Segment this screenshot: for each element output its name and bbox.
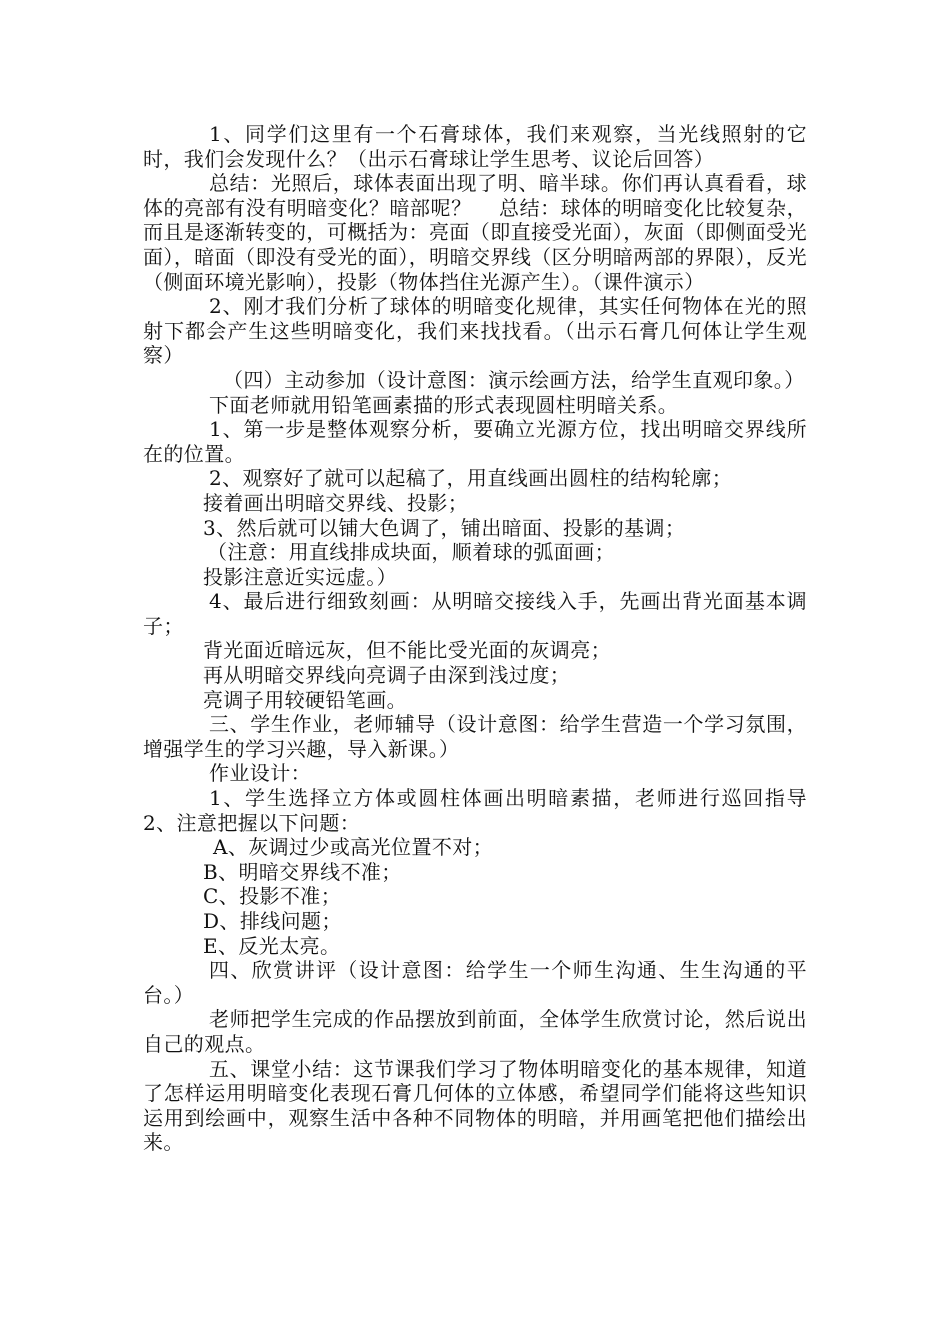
step-2-detail: 接着画出明暗交界线、投影； <box>203 490 469 515</box>
step-4: 4、最后进行细致刻画：从明暗交接线入手，先画出背光面基本调子； <box>143 589 807 638</box>
problem-item-c: C、投影不准； <box>203 884 342 909</box>
document-body <box>143 122 828 1155</box>
section-heading-participation: （四）主动参加（设计意图：演示绘画方法，给学生直观印象。） <box>223 367 805 392</box>
homework-instructions: 1、学生选择立方体或圆柱体画出明暗素描，老师进行巡回指导 2、注意把握以下问题： <box>143 786 828 835</box>
step-4-detail-1: 背光面近暗远灰，但不能比受光面的灰调亮； <box>203 638 611 663</box>
paragraph-sphere-summary: 总结：光照后，球体表面出现了明、暗半球。你们再认真看看，球体的亮部有没有明暗变化？暗部呢？ 总结：球体的明暗变化比较复杂，而且是逐渐转变的，可概括为：亮面（即直接受光面），灰面（即侧面受光面），暗面（即没有受光的面），明暗交界线（区分明暗两部的界限），反光（侧面环境光影响），投影（物体挡住光源产生）。（课件演示） <box>143 171 807 294</box>
problem-item-e: E、反光太亮。 <box>203 933 341 958</box>
problem-item-b: B、明暗交界线不准； <box>203 859 402 884</box>
paragraph-teacher-demo: 下面老师就用铅笔画素描的形式表现圆柱明暗关系。 <box>209 392 679 417</box>
section-summary: 五、课堂小结：这节课我们学习了物体明暗变化的基本规律，知道了怎样运用明暗变化表现石膏几何体的立体感，希望同学们能将这些知识运用到绘画中，观察生活中各种不同物体的明暗，并用画笔把他们描绘出来。 <box>143 1056 807 1155</box>
homework-design-label: 作业设计： <box>209 761 311 786</box>
problem-item-a: A、灰调过少或高光位置不对； <box>213 835 494 860</box>
step-3-note: （注意：用直线排成块面，顺着球的弧面画； <box>207 540 615 565</box>
step-3: 3、然后就可以铺大色调了，铺出暗面、投影的基调； <box>203 515 686 540</box>
paragraph-observe-sphere: 1、同学们这里有一个石膏球体，我们来观察，当光线照射的它时，我们会发现什么？（出示石膏球让学生思考、议论后回答） <box>143 122 807 171</box>
problem-item-d: D、排线问题； <box>203 909 342 933</box>
step-4-detail-3: 亮调子用较硬铅笔画。 <box>203 687 407 712</box>
paragraph-appreciation: 老师把学生完成的作品摆放到前面，全体学生欣赏讨论，然后说出自己的观点。 <box>143 1007 807 1056</box>
step-2: 2、观察好了就可以起稿了，用直线画出圆柱的结构轮廓； <box>209 466 733 491</box>
section-heading-appreciation: 四、欣赏讲评（设计意图：给学生一个师生沟通、生生沟通的平台。） <box>143 958 807 1007</box>
step-1: 1、第一步是整体观察分析，要确立光源方位，找出明暗交界线所在的位置。 <box>143 417 807 466</box>
step-4-detail-2: 再从明暗交界线向亮调子由深到浅过度； <box>203 663 571 688</box>
paragraph-geometric-bodies: 2、刚才我们分析了球体的明暗变化规律，其实任何物体在光的照射下都会产生这些明暗变化，我们来找找看。（出示石膏几何体让学生观察） <box>143 294 807 368</box>
section-heading-homework: 三、学生作业，老师辅导（设计意图：给学生营造一个学习氛围，增强学生的学习兴趣，导入新课。） <box>143 712 807 761</box>
step-3-note-end: 投影注意近实远虚。） <box>203 564 397 589</box>
